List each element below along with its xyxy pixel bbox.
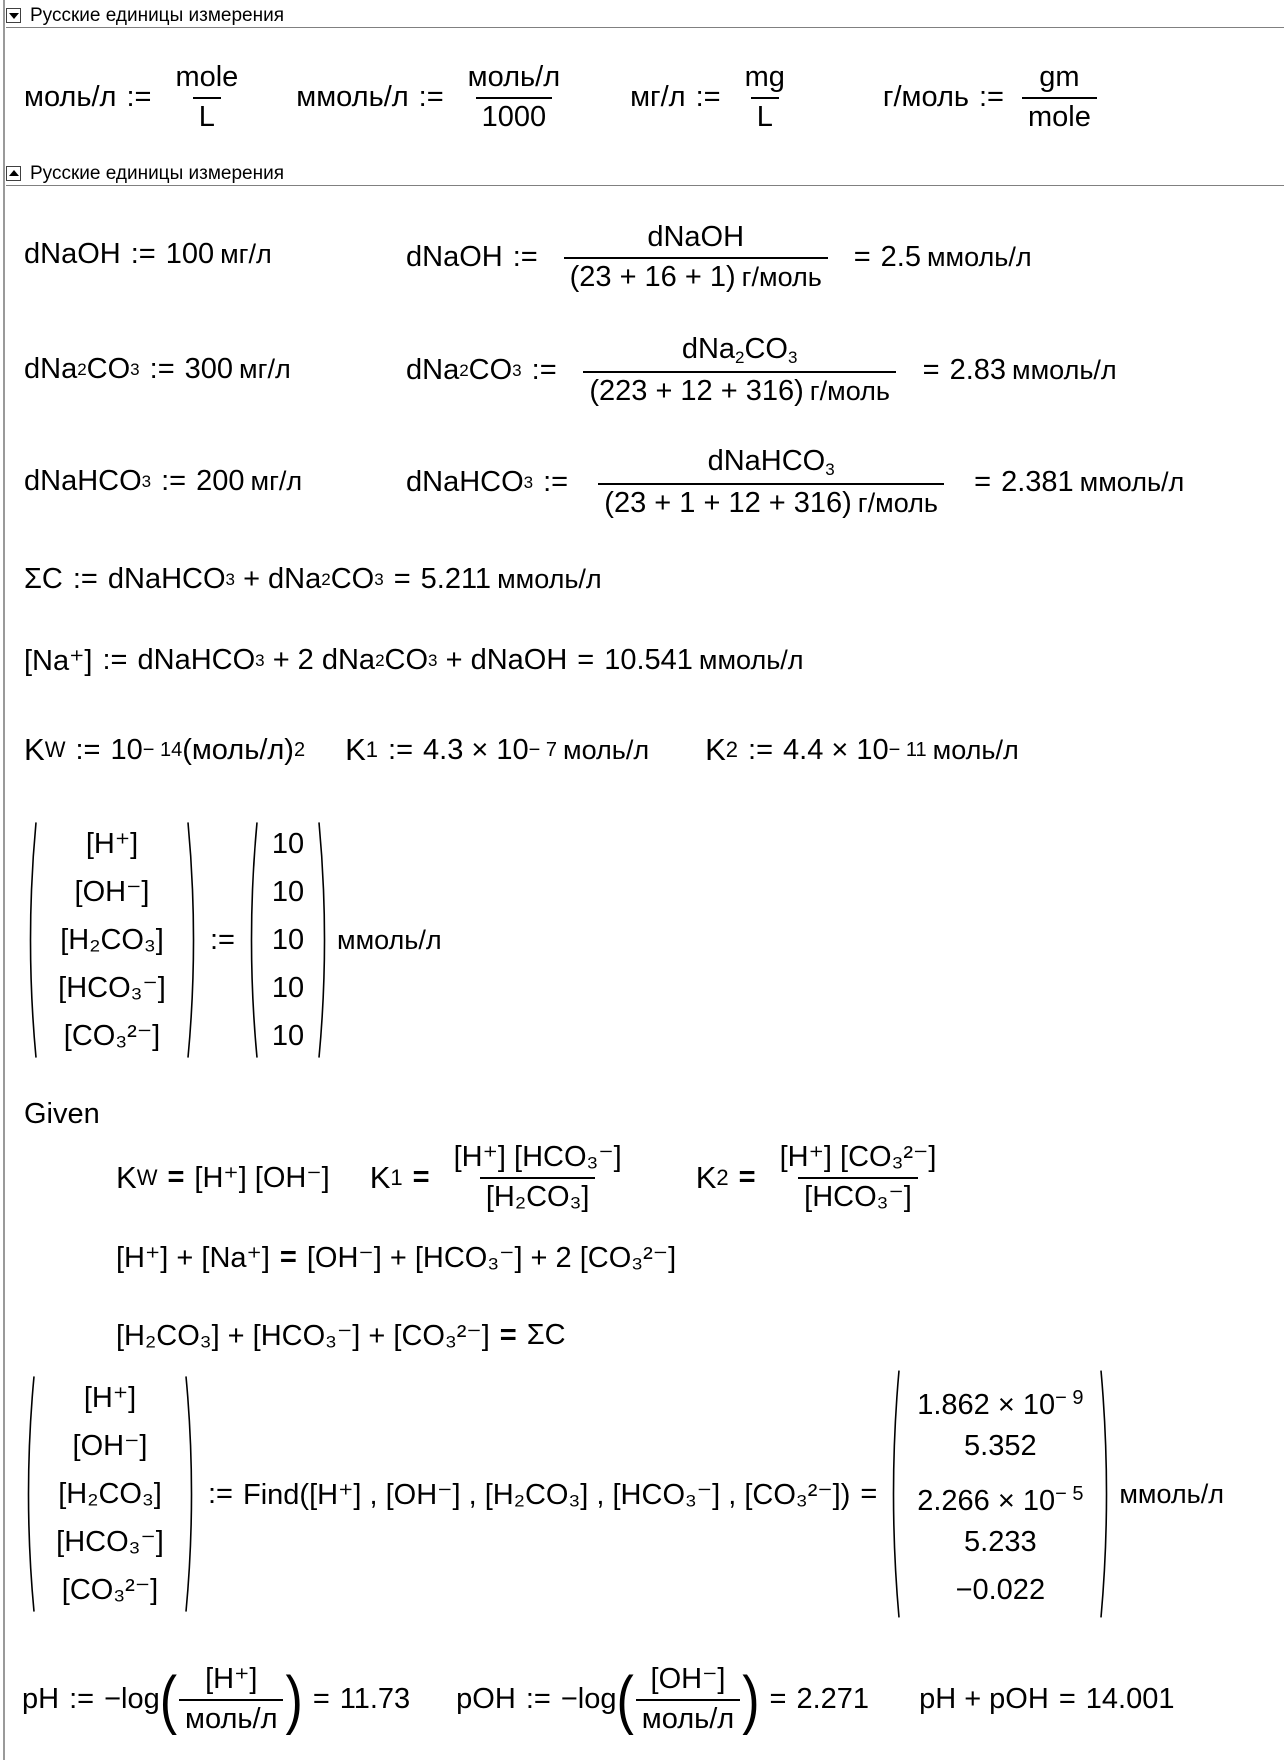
matrix-vars [22, 1374, 198, 1614]
eq-find[interactable]: [H⁺] [OH⁻] [H₂CO₃] [HCO₃⁻] [CO₃²⁻] := Find([H⁺] , [OH⁻] , [H₂CO₃] , [HCO₃⁻] , [CO₃²⁻]) = $1.862 \times 10^{- 9}$ 5.352 $2.266 \times 10^{- 5}$ 5.233 −0.022 ммоль/л [22, 1368, 1224, 1620]
find-call: Find([H⁺] , [OH⁻] , [H₂CO₃] , [HCO₃⁻] , [CO₃²⁻]) [243, 1478, 851, 1511]
unit-mol-l: моль/л [24, 81, 117, 114]
matrix-cell: [H⁺] [85, 828, 139, 860]
region-divider [6, 185, 1284, 186]
unit-definitions: моль/л := $\frac{\text{mole}}{L}$ ммоль/л := $\frac{\text{моль/л}}{1000}$ мг/л := $\frac{mg}{L}$ г/моль := $\frac{gm}{\text{mole}}$ [24, 62, 1105, 134]
region-title: Русские единицы измерения [30, 163, 284, 184]
collapse-down-icon[interactable] [6, 8, 21, 23]
matrix-cell: 10 [271, 924, 305, 956]
eq-constants[interactable]: K W := 10 − 14 (моль/л) 2 K 1 := 4.3 × 10 − 7 моль/л K 2 := 4.4 × 10 − 11 моль/л [24, 732, 1019, 767]
eq-dnaoh-molar[interactable]: dNaOH := $\frac{\text{dNaOH}}{\text{(23 + 16 + 1) г/моль}}$ = 2.5 ммоль/л [406, 221, 1032, 293]
matrix-cell: [CO₃²⁻] [63, 1020, 161, 1052]
eq-dnahco3-mass[interactable]: dNaHCO 3 := 200 мг/л [24, 465, 303, 497]
matrix-values [245, 820, 331, 1060]
eq-ph[interactable]: pH := −log ( $\frac{[H^+]}{\text{моль/л}}$ ) = 11.73 pOH := −log ( $\frac{[OH^-]}{\text{моль/л}}$ ) = 2.271 pH + pOH = 14.001 [22, 1663, 1175, 1737]
matrix-cell: [CO₃²⁻] [61, 1574, 159, 1606]
eq-na-plus[interactable]: [Na⁺] := dNaHCO 3 + 2 dNa 2 CO 3 + dNaOH = 10.541 ммоль/л [24, 644, 804, 677]
eq-initial-guess[interactable]: [H⁺] [OH⁻] [H₂CO₃] [HCO₃⁻] [CO₃²⁻] := 10 10 10 10 10 ммоль/л [24, 820, 442, 1060]
eq-dna2co3-molar[interactable]: dNa 2 CO 3 := $\frac{dNa_2CO_3}{\text{(223 + 12 + 316) г/моль}}$ = 2.83 ммоль/л [406, 333, 1117, 407]
matrix-cell: [H₂CO₃] [58, 1478, 162, 1510]
matrix-cell: [HCO₃⁻] [56, 1526, 164, 1558]
matrix-cell: [H₂CO₃] [60, 924, 164, 956]
matrix-cell: 10 [271, 876, 305, 908]
matrix-cell: −0.022 [955, 1574, 1046, 1606]
eq-sum-c[interactable]: ΣC := dNaHCO 3 + dNa 2 CO 3 = 5.211 ммоль/л [24, 563, 602, 595]
fraction: $\frac{gm}{\text{mole}}$ [1022, 62, 1097, 134]
matrix-cell: 5.352 [964, 1430, 1037, 1462]
matrix-cell: 10 [271, 972, 305, 1004]
eq-dnahco3-molar[interactable]: dNaHCO 3 := $\frac{dNaHCO_3}{\text{(23 + 1 + 12 + 316) г/моль}}$ = 2.381 ммоль/л [406, 445, 1185, 519]
fraction: $\frac{\text{mole}}{L}$ [175, 61, 239, 133]
given-mass-balance[interactable]: [H₂CO₃] + [HCO₃⁻] + [CO₃²⁻] = ΣC [116, 1319, 566, 1352]
matrix-cell: 10 [271, 1020, 305, 1052]
matrix-result [887, 1368, 1113, 1620]
given-charge-balance[interactable]: [H⁺] + [Na⁺] = [OH⁻] + [HCO₃⁻] + 2 [CO₃²⁻] [116, 1241, 677, 1274]
fraction: $\frac{\text{моль/л}}{1000}$ [467, 61, 561, 133]
matrix-cell: [OH⁻] [74, 876, 150, 908]
matrix-cell: 10 [271, 828, 305, 860]
unit-g-mol: г/моль [882, 81, 969, 114]
matrix-cell: [HCO₃⁻] [58, 972, 166, 1004]
expand-up-icon[interactable] [6, 166, 21, 181]
eq-dnaoh-mass[interactable]: dNaOH := 100 мг/л [24, 238, 272, 270]
unit-mg-l: мг/л [630, 81, 686, 114]
matrix-cell: $2.266 \times 10^{- 5}$ [917, 1483, 1084, 1517]
unit-mmol-l: ммоль/л [296, 81, 409, 114]
matrix-cell: [OH⁻] [72, 1430, 148, 1462]
matrix-cell: 5.233 [964, 1526, 1037, 1558]
matrix-cell: [H⁺] [83, 1382, 137, 1414]
region-header-bottom[interactable] [6, 164, 1284, 186]
matrix-vars [24, 820, 200, 1060]
given-keyword[interactable]: Given [24, 1098, 100, 1130]
given-equilibria[interactable]: K W = [H⁺] [OH⁻] K 1 = $\frac{\text{[H⁺] [HCO₃⁻]}}{\text{[H₂CO₃]}}$ K 2 = $\frac{\text{[H⁺] [CO₃²⁻]}}{\text{[HCO₃⁻]}}$ [116, 1141, 937, 1213]
region-guide-line [3, 0, 5, 1760]
eq-dna2co3-mass[interactable]: dNa 2 CO 3 := 300 мг/л [24, 353, 291, 385]
matrix-cell: $1.862 \times 10^{- 9}$ [917, 1387, 1084, 1421]
region-divider [6, 27, 1284, 28]
region-title: Русские единицы измерения [30, 5, 284, 26]
region-header-top[interactable] [6, 6, 1284, 28]
fraction: $\frac{mg}{L}$ [744, 61, 785, 133]
